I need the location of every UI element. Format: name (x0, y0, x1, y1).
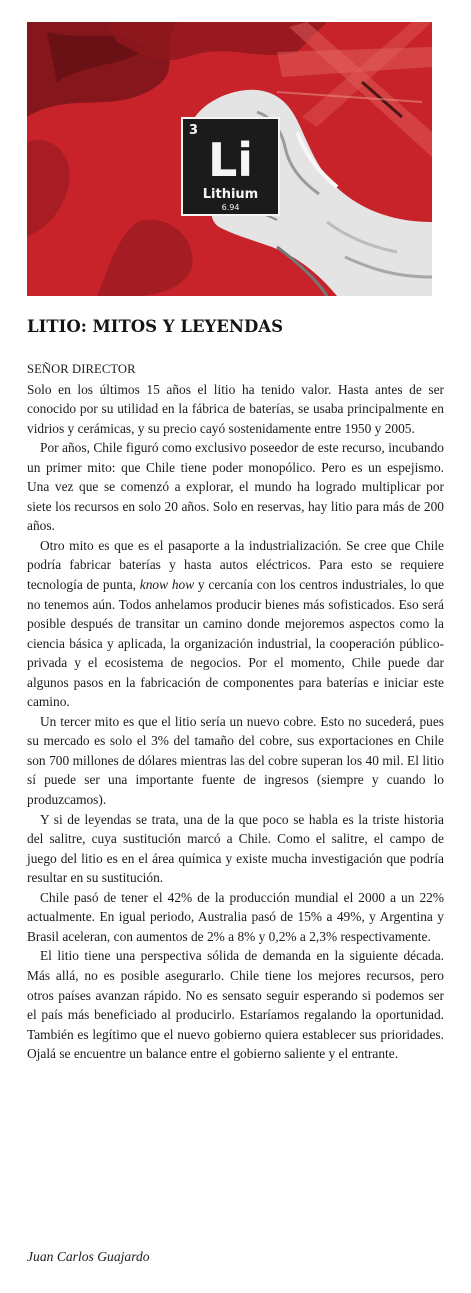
paragraph: Y si de leyendas se trata, una de la que poco se habla es la triste historia del salitre, cuya sustitución marcó a Chile. Como el salitre, el campo de juego del litio es en el área química y existe mucha investigación que podría resultar en su sustitución. (27, 811, 444, 886)
paragraph: Por años, Chile figuró como exclusivo poseedor de este recurso, incubando un primer mito: que Chile tiene poder monopólico. Pero es un espejismo. Una vez que se comenzó a explorar, el mundo ha logrado multiplicar por siete los recursos en solo 20 años. Solo en reservas, hay litio para más de 200 años. (27, 440, 444, 534)
author-signature: Juan Carlos Guajardo (27, 1249, 150, 1264)
atomic-mass: 6.94 (221, 203, 240, 212)
paragraph (27, 536, 444, 712)
element-name: Lithium (202, 187, 259, 202)
headline: LITIO: MITOS Y LEYENDAS (27, 317, 283, 336)
atomic-number: 3 (189, 123, 199, 138)
italic-phrase: know how (139, 577, 195, 593)
paragraph-text: y cercanía con los centros industriales, lo que no tenemos aún. Todos anhelamos producir bienes más sofisticados. Eso será posible después de transitar un camino donde mejoremos aspectos como la ciencia básica y aplicada, la organización industrial, la cooperación público-privada y el ecosistema de negocios. Por el momento, Chile puede dar algunos pasos en la fabricación de componentes para baterías e iniciar este camino. (27, 577, 444, 710)
salutation: SEÑOR DIRECTOR (27, 362, 136, 376)
paragraph: Chile pasó de tener el 42% de la producción mundial el 2000 a un 22% actualmente. En igual periodo, Australia pasó de 15% a 49%, y Argentina y Brasil aceleran, con aumentos de 2% a 8% y 0,2% a 2,3% respectivamente. (27, 889, 444, 944)
lithium-element-tile (181, 117, 280, 216)
paragraph: El litio tiene una perspectiva sólida de demanda en la siguiente década. Más allá, no es posible asegurarlo. Chile tiene los mejores recursos, pero otros países avanzan rápido. No es sensato seguir esperando si podemos ser el país más beneficiado al producirlo. Estaríamos regalando la oportunidad. También es legítimo que el nuevo gobierno quiera establecer sus prioridades. Ojalá se encuentre un balance entre el gobierno saliente y el entrante. (27, 948, 444, 1062)
paragraph: Un tercer mito es que el litio sería un nuevo cobre. Esto no sucederá, pues su mercado es solo el 3% del tamaño del cobre, sus exportaciones en Chile son 700 millones de dólares mientras las del cobre superan los 40 mil. El litio sí puede ser una importante fuente de ingresos (siempre y cuando lo produzcamos). (27, 713, 444, 808)
lithium-illustration (27, 22, 432, 296)
paragraph-text: Otro mito es que es el pasaporte a la industrialización. Se cree que Chile podría fabricar baterías y hasta autos eléctricos. Para esto se requiere tecnología de punta, (27, 537, 444, 593)
paragraph: Solo en los últimos 15 años el litio ha tenido valor. Hasta antes de ser conocido por su utilidad en la fábrica de baterías, se usaba principalmente en vidrios y cerámicas, y su precio cayó sostenidamente entre 1950 y 2005. (27, 381, 444, 436)
element-symbol: Li (207, 133, 254, 187)
letter-body (27, 360, 444, 1064)
